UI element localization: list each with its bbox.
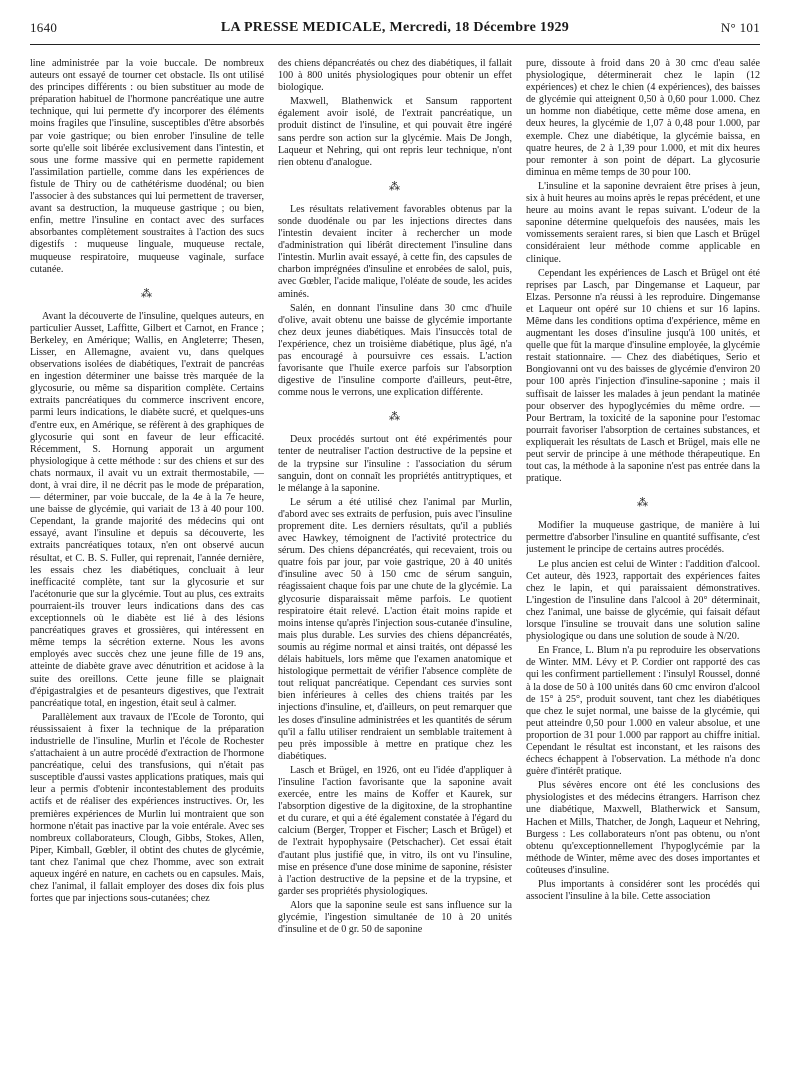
paragraph: Salén, en donnant l'insuline dans 30 cmc d'huile d'olive, avait obtenu une baisse de glycémie importante chez deux jeunes diabétiques. Mais l'insuccès total de l'expérience, chez un troisième diabétique, plus âgé, n'a pas encouragé à poursuivre ces essais. L'action favorisante que l'huile exerce parfois sur l'absorption digestive de l'insuline comporte d'ailleurs, peut-être, comme nous le verrons, une explication différente. — [278, 302, 512, 399]
paragraph: pure, dissoute à froid dans 20 à 30 cmc d'eau salée physiologique, déterminerait chez le lapin (12 expériences) et chez le chien (4 expériences), des baisses de glycémie qui atteignent 0,50 à 0,60 pour 1.000. Chez un homme non diabétique, cette même dose amena, en deux heures, la glycémie de 1,07 à 0,48 pour 1.000, par exemple. Chez une diabétique, la glycémie baissa, en quatre heures, de 2 à 1,39 pour 1.000, et mit dix heures pour remonter à son point de départ. La glycosurie diminua en même temps de 30 pour 100. — [526, 58, 760, 178]
paragraph: En France, L. Blum n'a pu reproduire les observations de Winter. MM. Lévy et P. Cordier ont rapporté des cas qui les confirment partiellement : l'insulyl Roussel, donné à la dose de 50 à 100 unités dans 60 cmc environ d'alcool de 15° à 25°, produit souvent, tant chez les diabétiques que chez le sujet normal, une baisse de la glycémie, qui peut atteindre 0,50 pour 1.000 en valeur absolue, et une proportion de 31 pour 1.000 par rapport au chiffre initial. Cependant le résultat est inconstant, et les raisons des échecs échappent à l'observation. La méthode n'a donc guère d'intérêt pratique. — [526, 645, 760, 778]
paragraph: Modifier la muqueuse gastrique, de manière à lui permettre d'absorber l'insuline en quantité suffisante, c'est justement le principe de certains autres procédés. — [526, 520, 760, 556]
paragraph: Le plus ancien est celui de Winter : l'addition d'alcool. Cet auteur, dès 1923, rapportait des expériences faites chez le lapin, et qui paraissaient démonstratives. L'ingestion de l'insuline dans l'alcool à 20° déterminait, chez l'animal, une baisse de glycémie, qui faisait défaut lorsque l'insuline se trouvait dans une solution saline physiologique ou dans une solution de soude à N/20. — [526, 558, 760, 643]
paragraph: Alors que la saponine seule est sans influence sur la glycémie, l'ingestion simultanée de 10 à 20 unités d'insuline et de 0 gr. 50 de saponine — [278, 899, 512, 936]
section-separator: ⁂ — [637, 497, 649, 510]
column-right — [526, 58, 760, 1076]
journal-title: LA PRESSE MEDICALE, Mercredi, 18 Décembre 1929 — [220, 20, 570, 35]
paragraph: Maxwell, Blathenwick et Sansum rapportent également avoir isolé, de l'extrait pancréatique, un produit distinct de l'insuline, et qui pouvait être ingéré sans perdre son action sur la glycémie. Mais De Jongh, Laqueur et Nehring, qui ont repris leur technique, n'ont rien obtenu d'analogue. — [278, 96, 512, 168]
column-middle — [278, 58, 512, 1076]
paragraph: des chiens dépancréatés ou chez des diabétiques, il fallait 100 à 800 unités physiologiques pour obtenir un effet biologique. — [278, 58, 512, 94]
section-separator: ⁂ — [389, 180, 401, 193]
paragraph: Les résultats relativement favorables obtenus par la sonde duodénale ou par les injections directes dans l'intestin devaient inciter à rechercher un mode d'administration qui libérât directement l'insuline dans l'intestin. Murlin avait essayé, à cette fin, des capsules de charbon imprégnées d'insuline et enrobées de salol, puis, avec Gœbler, l'acide malique, l'oléate de soude, les acides aminés. — [278, 203, 512, 300]
paragraph: Plus importants à considérer sont les procédés qui associent l'insuline à la bile. Cette association — [526, 879, 760, 903]
paragraph: Lasch et Brügel, en 1926, ont eu l'idée d'appliquer à l'insuline l'action favorisante que la saponine avait exercée, entre les mains de Koffer et Kaurek, sur l'absorption digestive de la digitoxine, de la strophantine et du curare, et qui a été également constatée à l'égard du calcium (Berger, Tropper et Fischer; Lasch et Brügel) et de l'extrait hypophysaire (Petschacher). Cet essai était d'autant plus justifié que, in vitro, ils ont vu l'insuline, mise en présence d'une dose minime de saponine, résister à l'action destructive de la pepsine et de la trypsine, et garder ses propriétés physiologiques. — [278, 764, 512, 897]
paragraph: L'insuline et la saponine devraient être prises à jeun, six à huit heures au moins après le repas précédent, et une heure au moins avant le repas suivant. L'odeur de la saponine détermine quelquefois des nausées, mais les vomissements seraient rares, si bien que Lasch et Brügel considéraient leur méthode comme applicable en clinique. — [526, 180, 760, 265]
section-separator: ⁂ — [389, 411, 401, 424]
paragraph: Le sérum a été utilisé chez l'animal par Murlin, d'abord avec ses extraits de perfusion, puis avec l'insuline proprement dite. Les derniers résultats, qu'il a publiés avec Hawkey, témoignent de l'activité protectrice du sérum. Des chiens dépancréatés, qui recevaient, trois ou quatre fois par jour, par voie gastrique, 20 à 40 unités d'insuline avec 50 à 150 cmc de sérum sanguin, réagissaient chaque fois par une chute de la glycémie. La glycosurie disparaissait même parfois. Le quotient respiratoire était relevé. L'action était moins rapide et moins intense qu'après l'injection sous-cutanée d'insuline, mais plus durable. Les survies des chiens dépancréatés, soumis au régime normal et ainsi traités, ont dépassé les délais habituels, lors même que l'examen anatomique et histologique permettait de vérifier l'absence complète de tout reliquat pancréatique. Cependant ces survies sont bien inférieures à celles des chiens traités par les injections d'insuline, et, d'ailleurs, on peut remarquer que les doses d'insuline administrées et les quantités de sérum qu'il a fallu utiliser rendraient un semblable traitement à peu près impossible à mettre en pratique chez les diabétiques. — [278, 496, 512, 762]
section-separator: ⁂ — [141, 287, 153, 300]
page-number: 1640 — [30, 20, 58, 35]
paragraph: Cependant les expériences de Lasch et Brügel ont été reprises par Lasch, par Dingemanse et Laqueur, par Elzas. Personne n'a réussi à les reproduire. Dingemanse et Laqueur ont opéré sur 10 chiens et sur 16 lapins. Même dans les conditions optima d'expérience, même en augmentant les doses d'insuline jusqu'à 100 unités, et quelle que fût la marque d'insuline employée, la glycémie restait stationnaire. — Chez des diabétiques, Serio et Bongiovanni ont vu des baisses de glycémie d'environ 20 pour 100 après l'injection d'insuline-saponine ; mais il suffisait de laisser les malades à jeun pendant la matinée pour observer des hypoglycémies du même ordre. — Pour Bertram, la toxicité de la saponine pour l'estomac pourrait favoriser l'absorption de certaines substances, et expliquerait les résultats de Lasch et Brügel, mais elle ne peut servir de principe à une méthode thérapeutique. En tout cas, la méthode à la saponine n'est pas entrée dans la pratique. — [526, 267, 760, 485]
column-left — [30, 58, 264, 1076]
paragraph: Avant la découverte de l'insuline, quelques auteurs, en particulier Ausset, Laffitte, Gilbert et Carnot, en France ; Berkeley, en Amérique; Wallis, en Angleterre; Thesen, Lisser, en Allemagne, avaient vu, dans quelques observations isolées de diabétiques, l'extrait de pancréas en ingestion déterminer une baisse très marquée de la glycosurie, ou même sa disparition complète. Certains extraits pancréatiques du commerce inscrivent encore, parmi leurs indications, le diabète sucré, et quelques-uns d'entre eux, en Amérique, se réfèrent à des graphiques de glycosurie qui sont en faveur de leur efficacité. Récemment, S. Hornung apporait un argument physiologique à cette méthode : sur des chiens et sur des chats normaux, il avait vu un extrait thermostabile, — dont, à vrai dire, il ne décrit pas le mode de préparation, — déterminer, par voie buccale, de la 4e à la 7e heure, une baisse de glycémie, qui variait de 13 à 40 pour 100. Cependant, la grande majorité des médecins qui ont essayé, avant l'insuline et depuis sa découverte, les extraits pancréatiques totaux, n'en ont observé aucun résultat, et C. B. S. Fuller, qui reprenait, l'année dernière, les essais chez les diabétiques, concluait à leur inefficacité complète, tant sur la glycosurie et sur l'acétonurie que sur la glycémie. Tout au plus, ces extraits pourraient-ils trouver leurs indications dans des cas exceptionnels où le diabète est lié à des lésions pancréatiques graves et grossières, qui intéressent en même temps la sécrétion externe. Nous les avons employés avec succès chez une jeune fille de 19 ans, atteinte de diabète grave avec dénutrition et acidose à la suite des oreillons. Cette jeune fille se plaignait d'épigastralgies et de pesanteurs digestives, que l'extrait pancréatique total, en ingestion, était seul à calmer. — [30, 310, 264, 709]
paragraph: Parallèlement aux travaux de l'Ecole de Toronto, qui réussissaient à fixer la technique de la préparation industrielle de l'insuline, Murlin et l'école de Rochester s'attachaient à un autre procédé d'extraction de l'hormone pancréatique, celui des transfusions, qui n'était pas susceptible d'aussi vastes applications pratiques, mais qui leur a permis d'obtenir incontestablement des produits actifs et de réaliser des expériences instructives. Or, les premières expériences de Murlin lui montraient que son hormone n'était pas inactive par la voie entérale. Avec ses nombreux collaborateurs, Clough, Gibbs, Stokes, Allen, Piper, Kimball, Gœbler, il obtint des chutes de glycémie, tant chez l'animal que chez l'homme, avec son extrait aqueux ingéré en nature, en cachets ou en capsules. Mais, chez l'animal, il fallait employer des doses dix fois plus fortes que par injections sous-cutanées; chez — [30, 711, 264, 905]
running-header — [30, 14, 760, 45]
paragraph: Deux procédés surtout ont été expérimentés pour tenter de neutraliser l'action destructive de la pepsine et de la trypsine sur l'insuline : l'association du sérum sanguin, dont on connaît les propriétés antitryptiques, et le mélange à la saponine. — [278, 434, 512, 494]
paragraph: Plus sévères encore ont été les conclusions des physiologistes et des médecins étrangers. Harrison chez une diabétique, Maxwell, Blatherwick et Sansum, Hachen et Mills, Thatcher, de Jongh, Laqueur et Nehring, Burgess : Les collaborateurs n'ont pas obtenu, ou n'ont obtenu qu'exceptionnellement l'hypoglycémie par la méthode de Winter, même avec des doses importantes et coûteuses d'insuline. — [526, 780, 760, 876]
paragraph: line administrée par la voie buccale. De nombreux auteurs ont essayé de tourner cet obstacle. Ils ont utilisé des principes différents : ou bien substituer au mode de préparation habituel de l'hormone pancréatique une autre technique, qui lui permette d'y incorporer des éléments moins fragiles que l'insuline, susceptibles d'être absorbés par voie gastrique; ou bien enrober l'insuline de telle sorte qu'elle soit libérée exclusivement dans l'intestin, et sous une forme massive qui en permette rapidement l'assimilation partielle, comme dans les expériences de fistule de Thiry ou de cathétérisme duodénal; ou bien l'associer à des substances qui lui permettent de traverser, avant sa destruction, la muqueuse gastrique ; ou bien, enfin, mettre l'insuline en contact avec des surfaces absorbantes complètement soustraites à l'action des sucs digestifs : muqueuse linguale, muqueuse rectale, muqueuse respiratoire, muqueuse vaginale, surface cutanée. — [30, 58, 264, 275]
issue-number: N° 101 — [720, 20, 760, 35]
text-columns — [30, 58, 760, 1076]
